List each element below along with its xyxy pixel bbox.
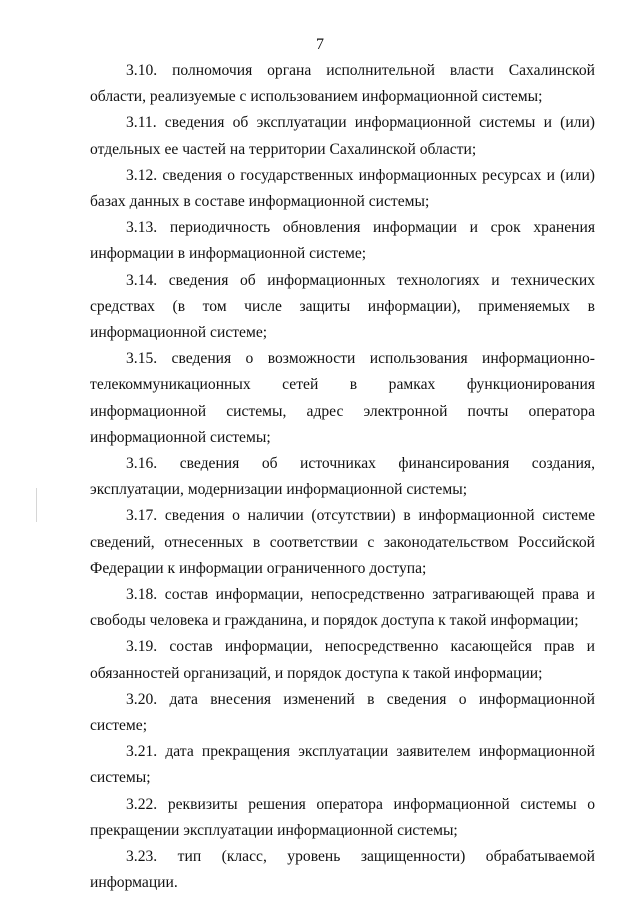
list-item-3-21: 3.21. дата прекращения эксплуатации заявителем информационной системы; [90, 743, 595, 787]
list-item-3-11: 3.11. сведения об эксплуатации информационной системы и (или) отдельных ее частей на территории Сахалинской области; [90, 114, 595, 158]
list-item-3-15: 3.15. сведения о возможности использования информационно-телекоммуникационных сетей в рамках функционирования информационной системы, адрес электронной почты оператора информационной системы; [90, 350, 595, 446]
list-item-3-13: 3.13. периодичность обновления информации и срок хранения информации в информационной системе; [90, 219, 595, 263]
list-item-3-12: 3.12. сведения о государственных информационных ресурсах и (или) базах данных в составе информационной системы; [90, 166, 595, 211]
scan-margin-mark [36, 488, 37, 522]
list-item-3-20: 3.20. дата внесения изменений в сведения о информационной системе; [90, 690, 595, 735]
list-item-3-14: 3.14. сведения об информационных технологиях и технических средствах (в том числе защиты информации), применяемых в информационной системе; [90, 271, 595, 342]
list-item-3-10: 3.10. полномочия органа исполнительной власти Сахалинской области, реализуемые с использованием информационной системы; [90, 62, 595, 106]
list-item-3-16: 3.16. сведения об источниках финансирования создания, эксплуатации, модернизации информационной системы; [90, 455, 595, 499]
list-item-3-19: 3.19. состав информации, непосредственно касающейся прав и обязанностей организаций, и порядок доступа к такой информации; [90, 638, 595, 682]
list-item-3-17: 3.17. сведения о наличии (отсутствии) в информационной системе сведений, отнесенных в соответствии с законодательством Российской Федерации к информации ограниченного доступа; [90, 507, 595, 577]
page-number: 7 [316, 36, 324, 53]
list-item-3-22: 3.22. реквизиты решения оператора информационной системы о прекращении эксплуатации информационной системы; [90, 795, 595, 839]
list-item-3-18: 3.18. состав информации, непосредственно затрагивающей права и свободы человека и гражданина, и порядок доступа к такой информации; [90, 586, 595, 630]
list-item-3-23: 3.23. тип (класс, уровень защищенности) обрабатываемой информации. [90, 848, 595, 892]
document-body [90, 58, 595, 897]
